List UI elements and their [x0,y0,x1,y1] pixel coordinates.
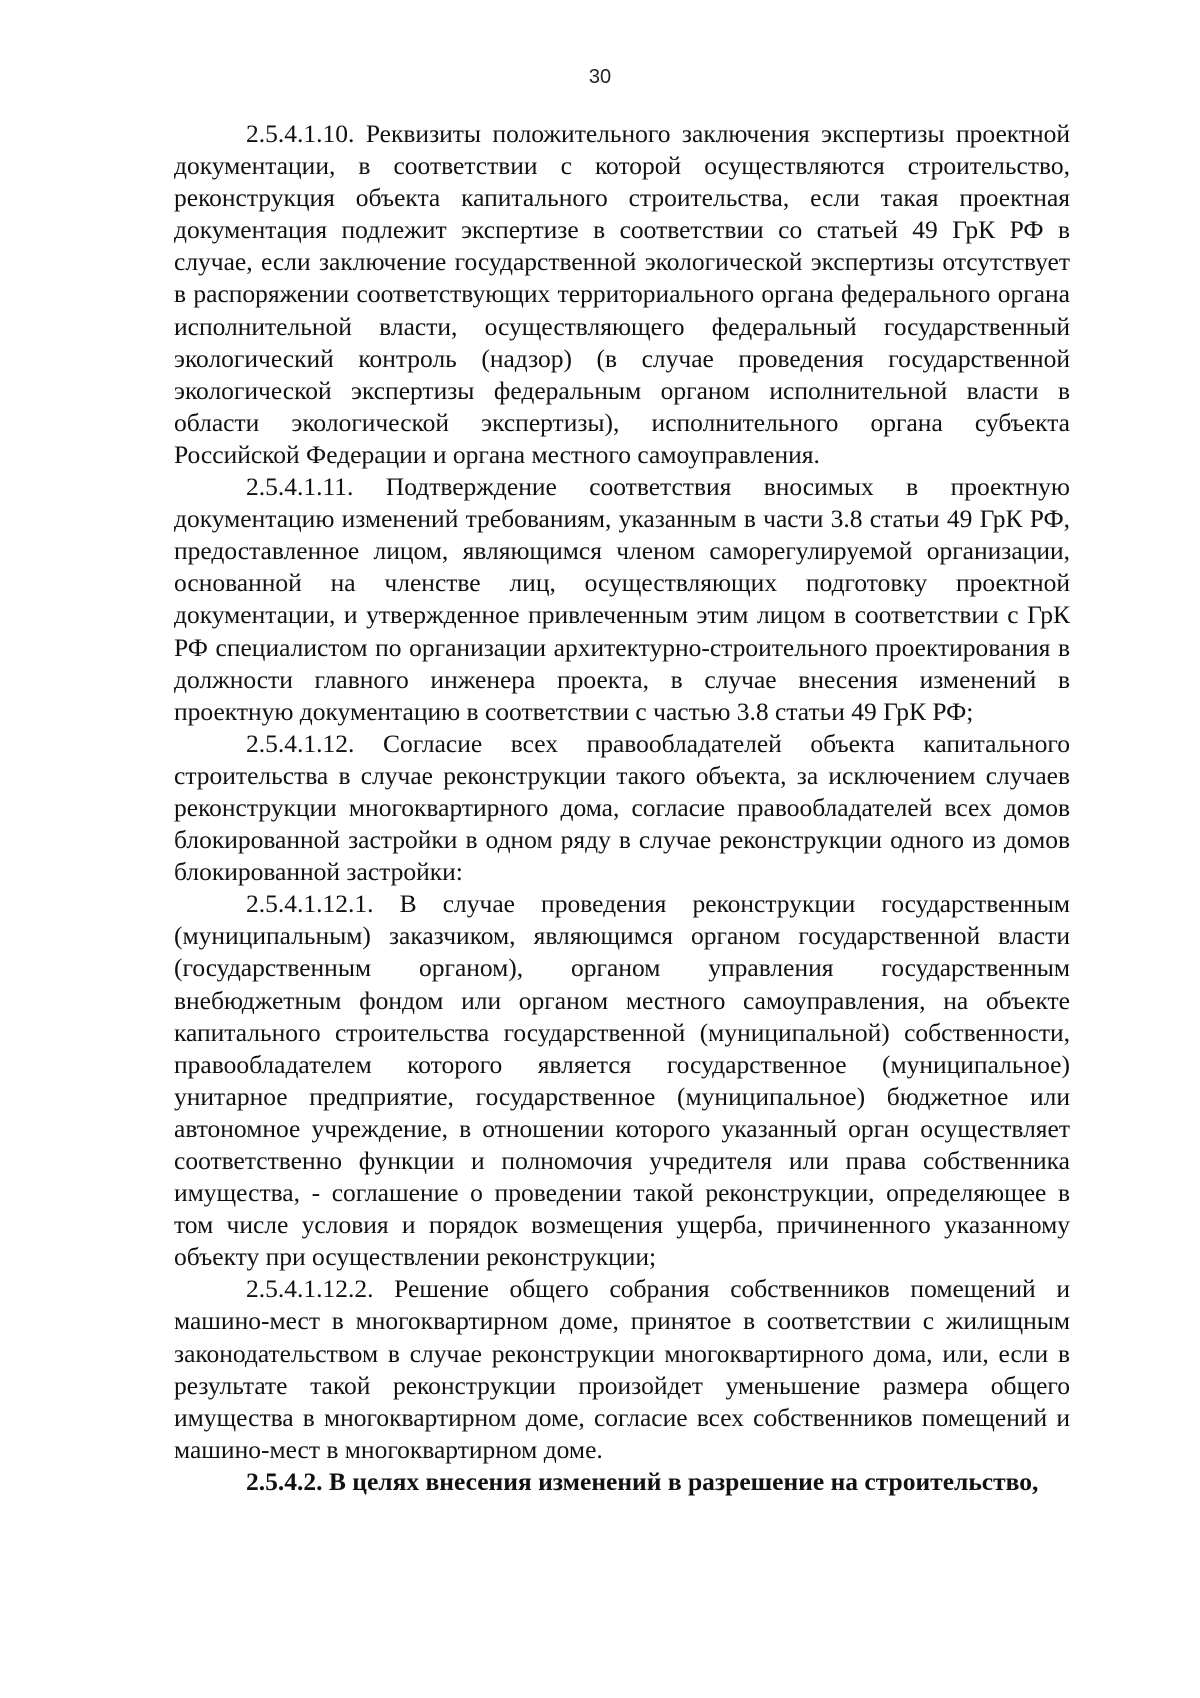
paragraph-2-5-4-1-11: 2.5.4.1.11. Подтверждение соответствия вносимых в проектную документацию изменений требованиям, указанным в части 3.8 статьи 49 ГрК РФ, предоставленное лицом, являющимся членом саморегулируемой организации, основанной на членстве лиц, осуществляющих подготовку проектной документации, и утвержденное привлеченным этим лицом в соответствии с ГрК РФ специалистом по организации архитектурно-строительного проектирования в должности главного инженера проекта, в случае внесения изменений в проектную документацию в соответствии с частью 3.8 статьи 49 ГрК РФ; [174,472,1070,726]
page-number: 30 [588,66,612,88]
paragraph-2-5-4-1-12-2: 2.5.4.1.12.2. Решение общего собрания собственников помещений и машино-мест в многоквартирном доме, принятое в соответствии с жилищным законодательством в случае реконструкции многоквартирного дома, или, если в результате такой реконструкции произойдет уменьшение размера общего имущества в многоквартирном доме, согласие всех собственников помещений и машино-мест в многоквартирном доме. [174,1274,1070,1464]
paragraph-2-5-4-1-12: 2.5.4.1.12. Согласие всех правообладателей объекта капитального строительства в случае реконструкции такого объекта, за исключением случаев реконструкции многоквартирного дома, согласие правообладателей всех домов блокированной застройки в одном ряду в случае реконструкции одного из домов блокированной застройки: [174,728,1070,887]
document-body [174,118,1070,1498]
paragraph-2-5-4-1-12-1: 2.5.4.1.12.1. В случае проведения реконструкции государственным (муниципальным) заказчиком, являющимся органом государственной власти (государственным органом), органом управления государственным внебюджетным фондом или органом местного самоуправления, на объекте капитального строительства государственной (муниципальной) собственности, правообладателем которого является государственное (муниципальное) унитарное предприятие, государственное (муниципальное) бюджетное или автономное учреждение, в отношении которого указанный орган осуществляет соответственно функции и полномочия учредителя или права собственника имущества, - соглашение о проведении такой реконструкции, определяющее в том числе условия и порядок возмещения ущерба, причиненного указанному объекту при осуществлении реконструкции; [174,889,1070,1272]
paragraph-2-5-4-1-10: 2.5.4.1.10. Реквизиты положительного заключения экспертизы проектной документации, в соответствии с которой осуществляются строительство, реконструкция объекта капитального строительства, если такая проектная документация подлежит экспертизе в соответствии со статьей 49 ГрК РФ в случае, если заключение государственной экологической экспертизы отсутствует в распоряжении соответствующих территориального органа федерального органа исполнительной власти, осуществляющего федеральный государственный экологический контроль (надзор) (в случае проведения государственной экологической экспертизы федеральным органом исполнительной власти в области экологической экспертизы), исполнительного органа субъекта Российской Федерации и органа местного самоуправления. [174,119,1070,469]
paragraph-2-5-4-2-heading: 2.5.4.2. В целях внесения изменений в разрешение на строительство, [246,1466,1039,1496]
